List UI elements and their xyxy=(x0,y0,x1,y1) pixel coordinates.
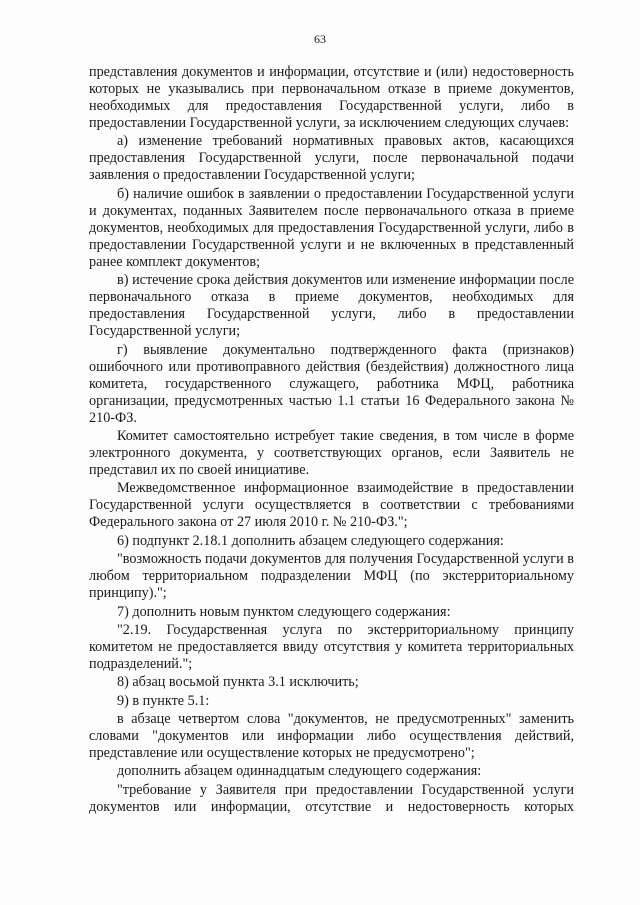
paragraph-amendment-9-b: дополнить абзацем одиннадцатым следующего содержания: xyxy=(117,763,482,780)
paragraph-interagency: Межведомственное информационное взаимодействие в предоставлении Государственной услуги осуществляется в соответствии с требованиями Федерального закона от 27 июля 2010 г. № 210-ФЗ."; xyxy=(89,480,574,531)
paragraph-amendment-9-a: в абзаце четвертом слова "документов, не предусмотренных" заменить словами "документов или информации либо осуществления действий, представление или осуществление которых не предусмотрено"; xyxy=(89,711,574,762)
document-body xyxy=(89,64,574,817)
page-number: 63 xyxy=(314,32,326,46)
paragraph-amendment-7-text: "2.19. Государственная услуга по экстерриториальному принципу комитетом не предоставляется ввиду отсутствия у комитета территориальных подразделений."; xyxy=(89,621,574,672)
paragraph-continuation: представления документов и информации, отсутствие и (или) недостоверность которых не указывались при первоначальном отказе в приеме документов, необходимых для предоставления Государственной услуги, либо в предоставлении Государственной услуги, за исключением следующих случаев: xyxy=(89,64,574,131)
paragraph-item-b: б) наличие ошибок в заявлении о предоставлении Государственной услуги и документах, поданных Заявителем после первоначального отказа в приеме документов, необходимых для предоставления Государственной услуги, либо в предоставлении Государственной услуги и не включенных в представленный ранее комплект документов; xyxy=(89,185,574,270)
paragraph-amendment-9-b-text: "требование у Заявителя при предоставлении Государственной услуги документов или информации, отсутствие и недостоверность которых xyxy=(89,781,574,815)
paragraph-item-g: г) выявление документально подтвержденного факта (признаков) ошибочного или противоправного действия (бездействия) должностного лица комитета, государственного служащего, работника МФЦ, работника организации, предусмотренных частью 1.1 статьи 16 Федерального закона № 210-ФЗ. xyxy=(89,341,574,426)
paragraph-item-a: а) изменение требований нормативных правовых актов, касающихся предоставления Государственной услуги, после первоначальной подачи заявления о предоставлении Государственной услуги; xyxy=(89,133,574,184)
paragraph-amendment-7: 7) дополнить новым пунктом следующего содержания: xyxy=(117,603,451,620)
paragraph-item-v: в) истечение срока действия документов или изменение информации после первоначального отказа в приеме документов, необходимых для предоставления Государственной услуги, либо в предоставлении Государственной услуги; xyxy=(89,272,574,340)
paragraph-amendment-9: 9) в пункте 5.1: xyxy=(117,692,210,709)
paragraph-amendment-6: 6) подпункт 2.18.1 дополнить абзацем следующего содержания: xyxy=(117,532,504,549)
paragraph-committee-requests: Комитет самостоятельно истребует такие сведения, в том числе в форме электронного документа, у соответствующих органов, если Заявитель не представил их по своей инициативе. xyxy=(89,427,574,478)
paragraph-amendment-6-text: "возможность подачи документов для получения Государственной услуги в любом территориальном подразделении МФЦ (по экстерриториальному принципу)."; xyxy=(89,551,574,602)
paragraph-amendment-8: 8) абзац восьмой пункта 3.1 исключить; xyxy=(117,674,359,691)
